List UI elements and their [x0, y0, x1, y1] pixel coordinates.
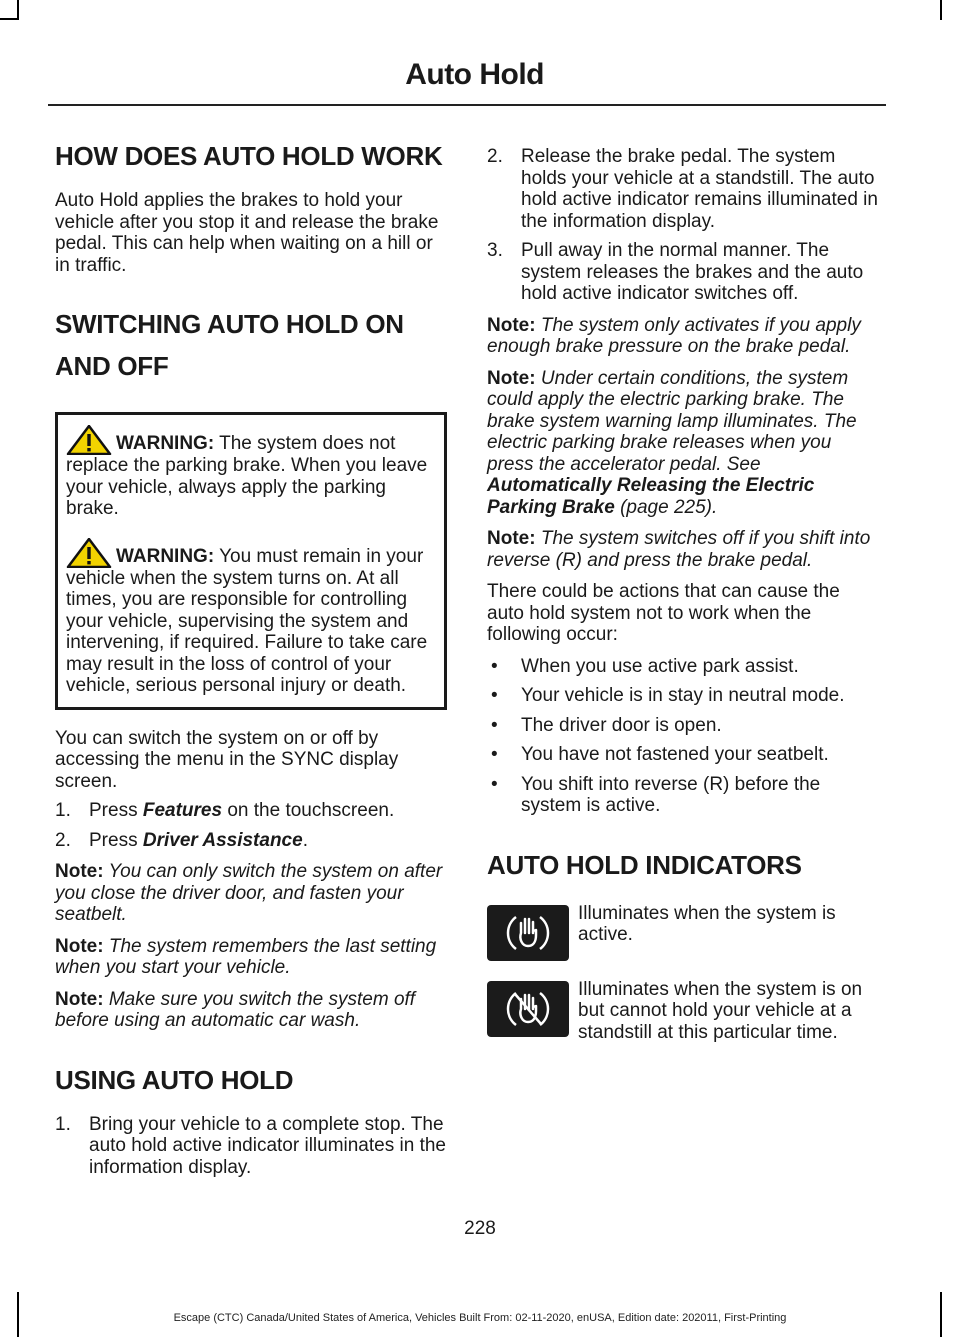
- bullet-glyph: •: [491, 714, 498, 736]
- section-heading-using-auto-hold: USING AUTO HOLD: [55, 1064, 294, 1095]
- note: [55, 936, 447, 979]
- warning-text: You must remain in your vehicle when the system turns on. At all times, you are responsible for controlling your vehicle, supervising the system and intervening, if required. Failure to take care may result in the loss of control of your vehicle, serious personal injury or death.: [66, 545, 428, 696]
- list-item-text: You shift into reverse (R) before the system is active.: [521, 773, 821, 816]
- cross-reference-link[interactable]: Automatically Releasing the Electric Parking Brake: [487, 475, 815, 518]
- using-steps: [55, 1114, 447, 1179]
- how-it-works-body: Auto Hold applies the brakes to hold your vehicle after you stop it and release the brake pedal. This can help when waiting on a hill or in traffic.: [55, 190, 439, 276]
- bullet-glyph: •: [491, 744, 498, 765]
- note-text: You can only switch the system on after you close the driver door, and fasten your seatbelt.: [55, 861, 443, 925]
- header-divider: [48, 104, 886, 106]
- using-steps-continued: [487, 146, 881, 305]
- step-text: Pull away in the normal manner. The system releases the brakes and the auto hold active indicator switches off.: [521, 240, 864, 304]
- section-heading-how-it-works: HOW DOES AUTO HOLD WORK: [55, 141, 443, 171]
- note-label: Note:: [55, 861, 104, 882]
- indicator-description: Illuminates when the system is active.: [578, 902, 836, 945]
- note-text: Make sure you switch the system off before using an automatic car wash.: [55, 988, 416, 1031]
- indicator-active: [487, 903, 881, 965]
- step-text: Bring your vehicle to a complete stop. The auto hold active indicator illuminates in the information display.: [89, 1113, 446, 1178]
- warning-item: [66, 538, 436, 697]
- step-text: Press: [89, 800, 143, 821]
- warning-text: The system does not replace the parking brake. When you leave your vehicle, always apply the parking brake.: [66, 433, 428, 519]
- list-item: [487, 240, 881, 305]
- step-text: on the touchscreen.: [222, 800, 395, 821]
- bullet-glyph: •: [491, 655, 498, 677]
- step-number: 2.: [487, 146, 503, 167]
- section-heading-switching-line2: AND OFF: [55, 351, 169, 381]
- warning-label: WARNING:: [116, 433, 215, 454]
- section-heading-switching-line1: SWITCHING AUTO HOLD ON: [55, 309, 404, 339]
- step-text: Release the brake pedal. The system holds your vehicle at a standstill. The auto hold active indicator remains illuminated in the information display.: [521, 146, 878, 232]
- crop-mark-top-left-vertical: [17, 0, 19, 20]
- actions-list: [487, 656, 881, 817]
- section-heading-indicators: AUTO HOLD INDICATORS: [487, 849, 802, 880]
- list-item-text: You have not fastened your seatbelt.: [521, 744, 829, 765]
- note-text: The system only activates if you apply enough brake pressure on the brake pedal.: [487, 314, 861, 357]
- list-item: [55, 800, 447, 822]
- step-text: .: [302, 829, 308, 851]
- footer-edition-info: Escape (CTC) Canada/United States of America, Vehicles Built From: 02-11-2020, enUSA, Edition date: 202011, First-Printing: [173, 1312, 787, 1324]
- crop-mark-top-left-horizontal: [0, 18, 19, 20]
- note: [487, 315, 881, 358]
- step-number: 1.: [55, 800, 71, 821]
- list-item: [55, 1114, 447, 1179]
- page-title: Auto Hold: [405, 58, 544, 91]
- note-label: Note:: [55, 988, 104, 1010]
- list-item: [487, 656, 881, 678]
- crop-mark-top-right: [940, 0, 942, 20]
- note: [55, 861, 447, 926]
- list-item: [487, 715, 881, 737]
- note-label: Note:: [55, 935, 104, 957]
- warning-triangle-icon: [66, 538, 112, 568]
- list-item: [55, 830, 447, 852]
- step-text: Press: [89, 829, 143, 851]
- step-number: 1.: [55, 1113, 71, 1135]
- note-text: Under certain conditions, the system could apply the electric parking brake. The brake system warning lamp illuminates. The electric parking brake releases when you press the accelerator pedal. See: [487, 367, 857, 475]
- list-item-text: Your vehicle is in stay in neutral mode.: [521, 685, 845, 706]
- note-label: Note:: [487, 367, 536, 389]
- list-item: [487, 685, 881, 707]
- warning-triangle-icon: [66, 425, 112, 455]
- left-column: [55, 140, 447, 1178]
- step-number: 3.: [487, 240, 503, 261]
- auto-hold-standby-icon: [487, 981, 569, 1037]
- warning-item: [66, 425, 436, 520]
- step-number: 2.: [55, 829, 71, 851]
- note: [55, 989, 447, 1032]
- bullet-glyph: •: [491, 685, 498, 706]
- note-text: The system remembers the last setting when you start your vehicle.: [55, 935, 437, 978]
- right-column: [487, 146, 881, 1043]
- note: [487, 368, 881, 519]
- list-item-text: When you use active park assist.: [521, 655, 799, 677]
- menu-name-features: Features: [142, 800, 223, 821]
- bullet-glyph: •: [491, 773, 498, 795]
- page-reference: (page 225).: [614, 496, 718, 518]
- note: [487, 528, 881, 571]
- switching-intro: You can switch the system on or off by accessing the menu in the SYNC display screen.: [55, 727, 399, 792]
- auto-hold-active-icon: [487, 905, 569, 961]
- actions-intro: There could be actions that can cause the auto hold system not to work when the following occur:: [487, 581, 840, 645]
- indicator-standby: [487, 979, 881, 1044]
- indicator-description: Illuminates when the system is on but cannot hold your vehicle at a standstill at this particular time.: [578, 978, 863, 1043]
- warning-box: [55, 412, 447, 710]
- menu-name-driver-assistance: Driver Assistance: [142, 829, 303, 851]
- switching-steps: [55, 800, 447, 851]
- page-number: 228: [464, 1218, 496, 1239]
- list-item: [487, 774, 881, 817]
- note-text: The system switches off if you shift into reverse (R) and press the brake pedal.: [487, 528, 871, 571]
- list-item: [487, 146, 881, 232]
- warning-label: WARNING:: [116, 545, 215, 567]
- note-label: Note:: [487, 528, 536, 549]
- list-item-text: The driver door is open.: [521, 714, 722, 736]
- list-item: [487, 744, 881, 766]
- note-label: Note:: [487, 314, 536, 336]
